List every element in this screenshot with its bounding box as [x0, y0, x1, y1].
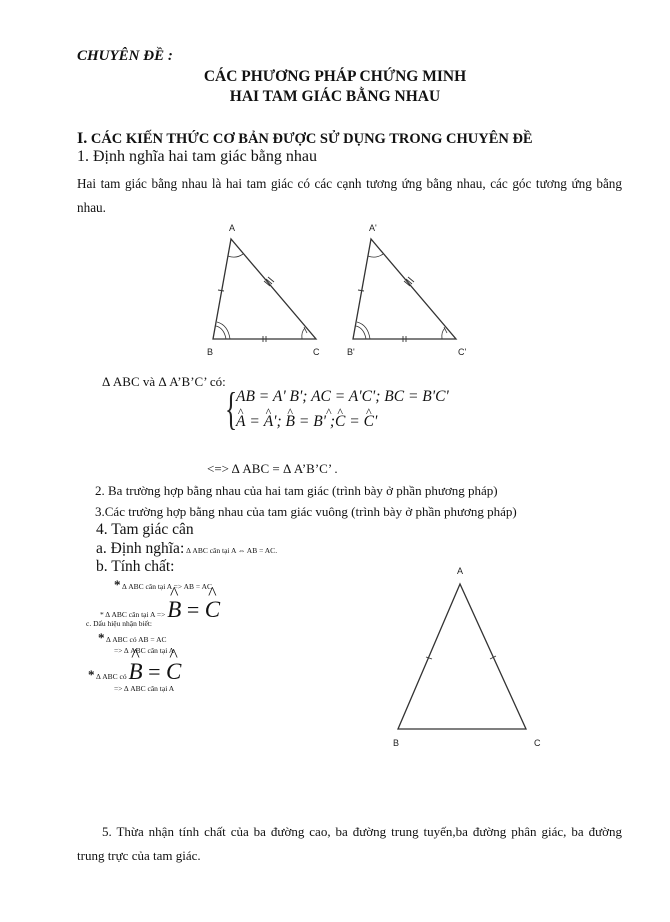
prime: ': [373, 413, 378, 430]
vertex-label-b: B: [207, 347, 214, 357]
vertex-label-c: C: [313, 347, 320, 357]
hat-c: ^ C: [335, 413, 345, 431]
iso-vertex-label-a: A: [457, 566, 464, 576]
bullet-star: *: [98, 630, 105, 645]
section-heading-text: CÁC KIẾN THỨC CƠ BẢN ĐƯỢC SỬ DỤNG TRONG CHUYÊN ĐỀ: [87, 131, 533, 147]
iso-vertex-label-b: B: [393, 738, 400, 748]
item4c-label: c. Dấu hiệu nhận biết:: [86, 619, 153, 628]
eq-sign: =: [181, 597, 205, 622]
triangle-a-prime-b-prime-c-prime: [353, 239, 456, 342]
vertex-label-a: A: [229, 223, 236, 233]
item4a-label: a. Định nghĩa:: [96, 540, 185, 557]
hat-c-large: ^ C: [205, 597, 220, 623]
item1-definition-text: Hai tam giác bằng nhau là hai tam giác có các cạnh tương ứng bằng nhau, các góc tương ứng bằng nhau.: [77, 176, 622, 215]
bullet-star: *: [114, 577, 121, 592]
system-brace: {: [225, 383, 238, 434]
congruence-conclusion: <=> Δ ABC = Δ A’B’C’ .: [207, 461, 338, 476]
item5-text: 5. Thừa nhận tính chất của ba đường cao, ba đường trung tuyến,ba đường phân giác, ba đường trung trực của tam giác.: [77, 824, 622, 863]
sign-1-line2: => Δ ABC cân tại A: [114, 646, 175, 655]
document-title-line2: HAI TAM GIÁC BẰNG NHAU: [229, 88, 441, 105]
vertex-label-a-prime: A': [369, 223, 377, 233]
b-prime: B: [313, 413, 323, 430]
eq-sign: =: [245, 413, 264, 430]
hat-b-large: ^ B: [167, 597, 181, 623]
item1-title: 1. Định nghĩa hai tam giác bằng nhau: [77, 148, 317, 165]
property-1-text: Δ ABC cân tại A => AB = AC: [120, 582, 212, 591]
document-title-line1: CÁC PHƯƠNG PHÁP CHỨNG MINH: [203, 68, 467, 85]
hat-a: ^ A: [236, 413, 245, 431]
separator: ';: [273, 413, 286, 430]
bullet-star: *: [88, 667, 95, 682]
triangle-abc: [213, 239, 316, 342]
item4a-line: [96, 540, 277, 558]
eq-sign: =: [345, 413, 364, 430]
item3-text: 3.Các trường hợp bằng nhau của tam giác vuông (trình bày ở phần phương pháp): [95, 504, 517, 519]
sign-2-prefix: Δ ABC có: [94, 672, 129, 681]
hat-a-prime: ^ A: [264, 413, 273, 431]
equation-sides: AB = A' B'; AC = A'C'; BC = B'C': [236, 388, 449, 405]
hat-c-large: ^ C: [166, 659, 181, 685]
section-numeral: I.: [77, 130, 88, 147]
item4-title: 4. Tam giác cân: [96, 521, 194, 538]
hat-c-prime: ^ C: [364, 413, 374, 431]
congruence-intro: Δ ABC và Δ A’B’C’ có:: [102, 374, 226, 389]
item2-text: 2. Ba trường hợp bằng nhau của hai tam giác (trình bày ở phần phương pháp): [95, 483, 498, 498]
hat-prime: ^ ' ;: [323, 413, 335, 431]
item4b-label: b. Tính chất:: [96, 558, 175, 575]
isosceles-triangle-abc: [398, 584, 526, 729]
eq-sign: =: [294, 413, 314, 430]
property-2-text: * Δ ABC cân tại A =>: [100, 610, 168, 619]
vertex-label-b-prime: B': [347, 347, 355, 357]
hat-b-large: ^ B: [129, 659, 143, 685]
vertex-label-c-prime: C': [458, 347, 467, 357]
hat-b: ^ B: [286, 413, 295, 431]
sign-1-line1: Δ ABC có AB = AC: [104, 635, 167, 644]
property-1: [114, 576, 212, 594]
equation-angles: [236, 413, 377, 431]
eq-sign: =: [142, 659, 166, 684]
sign-2-line2: => Δ ABC cân tại A: [114, 684, 175, 693]
topic-label: CHUYÊN ĐỀ :: [77, 48, 173, 64]
sign-2: [88, 659, 181, 685]
iso-vertex-label-c: C: [534, 738, 541, 748]
item4a-text: Δ ABC cân tại A ⇔ AB = AC.: [184, 546, 278, 555]
